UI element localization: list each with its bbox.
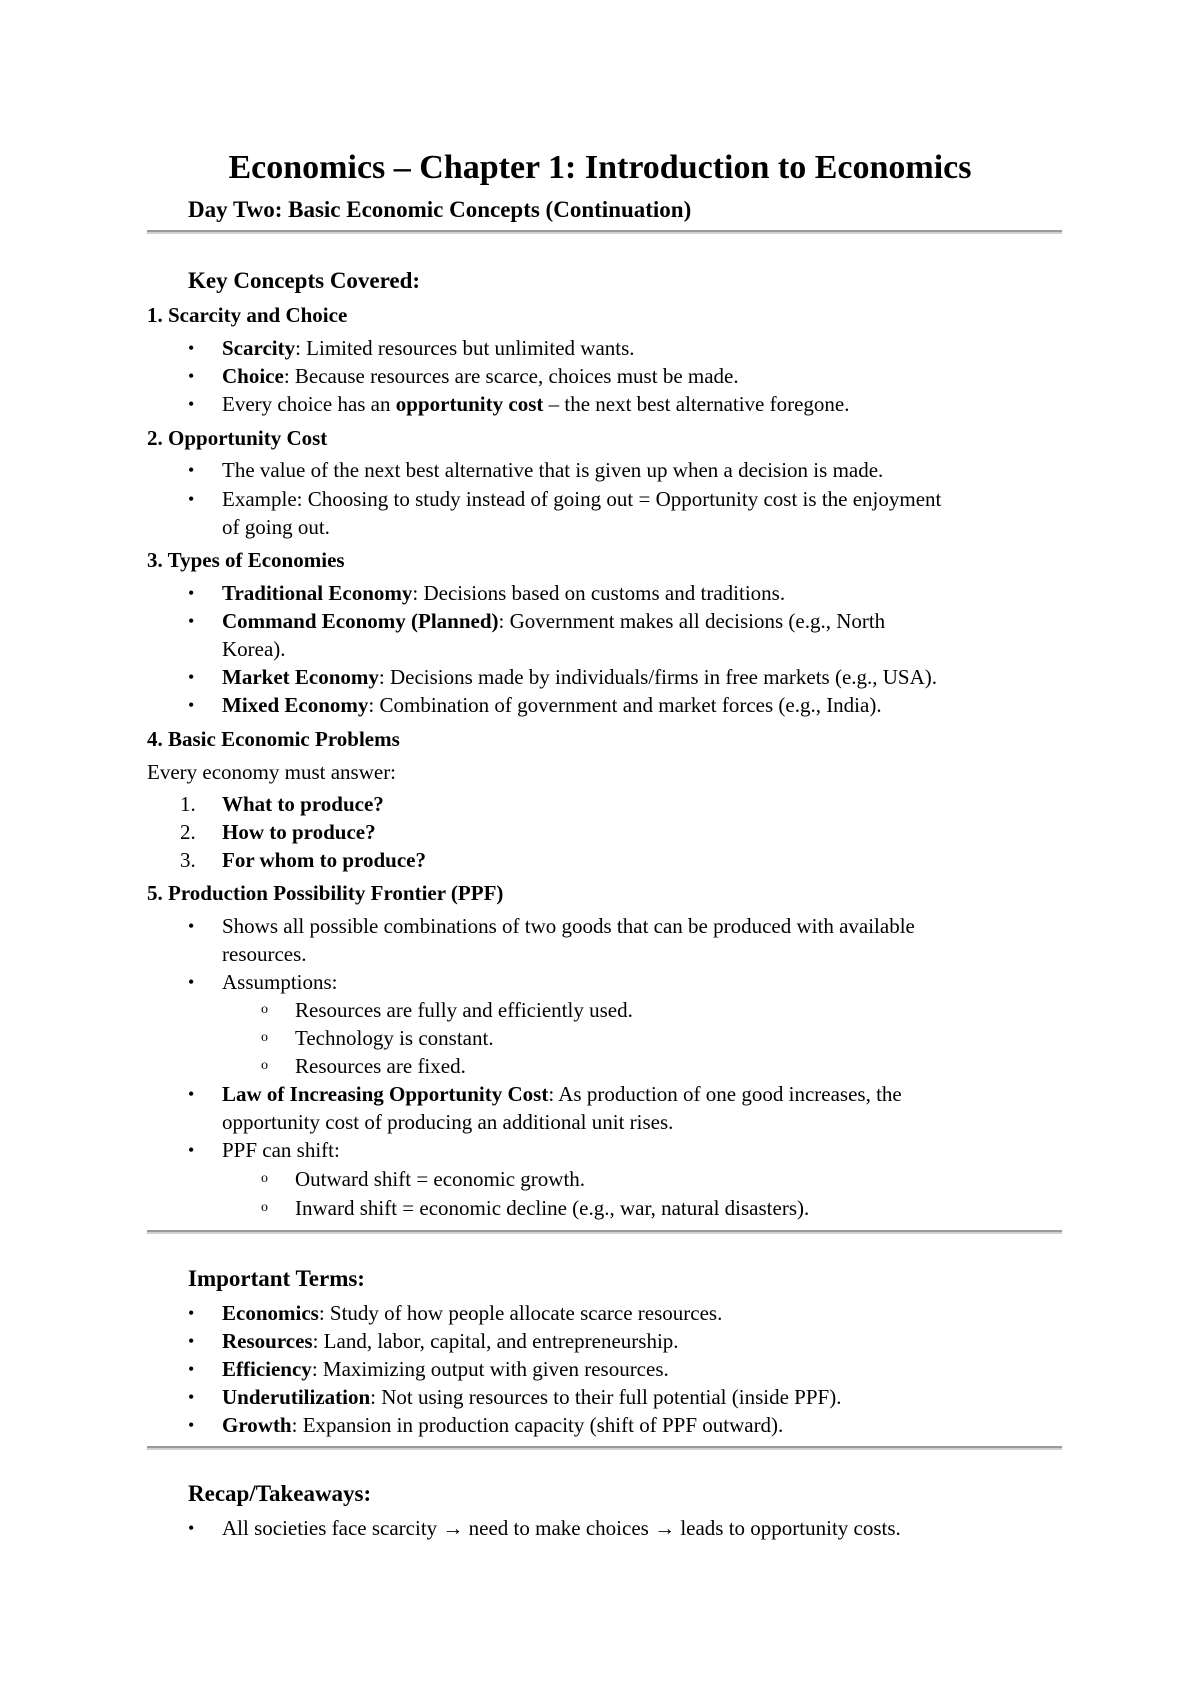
section-heading-important-terms: Important Terms: <box>188 1266 365 1291</box>
list-item: What to produce? <box>222 792 384 816</box>
list-number: 2. <box>180 820 196 844</box>
list-item: How to produce? <box>222 820 376 844</box>
bullet-glyph: • <box>188 1084 195 1104</box>
divider <box>147 1230 1062 1234</box>
sub-list-item: Resources are fixed. <box>295 1054 466 1078</box>
list-item: PPF can shift: <box>222 1138 340 1162</box>
sub-bullet-glyph: o <box>261 1002 268 1017</box>
list-item <box>222 1081 902 1107</box>
list-item: The value of the next best alternative that is given up when a decision is made. <box>222 458 884 482</box>
sub-bullet-glyph: o <box>261 1058 268 1073</box>
list-item <box>222 1328 679 1354</box>
text: – the next best alternative foregone. <box>543 392 850 416</box>
term: Command Economy (Planned) <box>222 609 499 633</box>
list-item: For whom to produce? <box>222 848 426 872</box>
list-item-continuation: Korea). <box>222 637 286 661</box>
list-item-continuation: resources. <box>222 942 307 966</box>
definition: : Maximizing output with given resources. <box>311 1357 669 1381</box>
definition: : Expansion in production capacity (shift of PPF outward). <box>291 1413 784 1437</box>
section-heading-recap: Recap/Takeaways: <box>188 1481 372 1506</box>
list-number: 3. <box>180 848 196 872</box>
list-item: Example: Choosing to study instead of going out = Opportunity cost is the enjoyment <box>222 487 942 511</box>
bullet-glyph: • <box>188 1387 195 1407</box>
bullet-glyph: • <box>188 667 195 687</box>
bullet-glyph: • <box>188 1415 195 1435</box>
bullet-glyph: • <box>188 1518 195 1538</box>
bullet-glyph: • <box>188 972 195 992</box>
list-item-continuation: of going out. <box>222 515 330 539</box>
bullet-glyph: • <box>188 611 195 631</box>
list-item <box>222 391 850 417</box>
definition: : Government makes all decisions (e.g., North <box>498 609 886 633</box>
definition: : Land, labor, capital, and entrepreneurship. <box>312 1329 679 1353</box>
bullet-glyph: • <box>188 489 195 509</box>
definition: : Decisions made by individuals/firms in free markets (e.g., USA). <box>378 665 938 689</box>
subsection-heading: 5. Production Possibility Frontier (PPF) <box>147 881 504 905</box>
subsection-heading: 1. Scarcity and Choice <box>147 303 348 327</box>
divider <box>147 230 1062 234</box>
list-item: Shows all possible combinations of two goods that can be produced with available <box>222 914 915 938</box>
sub-bullet-glyph: o <box>261 1200 268 1215</box>
subsection-heading: 2. Opportunity Cost <box>147 426 328 450</box>
list-number: 1. <box>180 792 196 816</box>
term: Market Economy <box>222 665 379 689</box>
definition: : Decisions based on customs and traditions. <box>412 581 786 605</box>
bullet-glyph: • <box>188 1140 195 1160</box>
term: Scarcity <box>222 336 296 360</box>
subsection-heading: 3. Types of Economies <box>147 548 345 572</box>
bullet-glyph: • <box>188 460 195 480</box>
term: Mixed Economy <box>222 693 369 717</box>
definition: : Not using resources to their full potential (inside PPF). <box>370 1385 842 1409</box>
bullet-glyph: • <box>188 1331 195 1351</box>
page-subtitle: Day Two: Basic Economic Concepts (Continuation) <box>188 197 692 222</box>
list-item <box>222 1412 783 1438</box>
definition: : Combination of government and market forces (e.g., India). <box>368 693 882 717</box>
list-item: All societies face scarcity → need to make choices → leads to opportunity costs. <box>222 1516 901 1540</box>
list-item: Assumptions: <box>222 970 338 994</box>
definition: : Study of how people allocate scarce resources. <box>318 1301 723 1325</box>
definition: : Limited resources but unlimited wants. <box>295 336 635 360</box>
sub-list-item: Inward shift = economic decline (e.g., war, natural disasters). <box>295 1196 810 1220</box>
sub-bullet-glyph: o <box>261 1030 268 1045</box>
definition: : As production of one good increases, the <box>548 1082 902 1106</box>
term: Growth <box>222 1413 292 1437</box>
list-item <box>222 363 739 389</box>
definition: : Because resources are scarce, choices must be made. <box>283 364 739 388</box>
bullet-glyph: • <box>188 916 195 936</box>
list-item <box>222 335 635 361</box>
divider <box>147 1446 1062 1450</box>
list-item <box>222 1356 669 1382</box>
list-item <box>222 580 785 606</box>
term: Economics <box>222 1301 319 1325</box>
sub-list-item: Technology is constant. <box>295 1026 494 1050</box>
bullet-glyph: • <box>188 1303 195 1323</box>
list-item-continuation: opportunity cost of producing an additional unit rises. <box>222 1110 674 1134</box>
list-item <box>222 608 885 634</box>
sub-list-item: Resources are fully and efficiently used. <box>295 998 633 1022</box>
list-item <box>222 1384 841 1410</box>
bullet-glyph: • <box>188 695 195 715</box>
sub-bullet-glyph: o <box>261 1171 268 1186</box>
term: Law of Increasing Opportunity Cost <box>222 1082 549 1106</box>
list-item <box>222 692 882 718</box>
bullet-glyph: • <box>188 394 195 414</box>
list-item <box>222 1300 722 1326</box>
bullet-glyph: • <box>188 338 195 358</box>
sub-list-item: Outward shift = economic growth. <box>295 1167 586 1191</box>
subsection-heading: 4. Basic Economic Problems <box>147 727 400 751</box>
list-item <box>222 664 937 690</box>
bullet-glyph: • <box>188 366 195 386</box>
paragraph: Every economy must answer: <box>147 760 397 784</box>
bullet-glyph: • <box>188 1359 195 1379</box>
bullet-glyph: • <box>188 583 195 603</box>
term: Resources <box>222 1329 313 1353</box>
term: opportunity cost <box>395 392 544 416</box>
text: Every choice has an <box>222 392 396 416</box>
page-title: Economics – Chapter 1: Introduction to Economics <box>228 149 972 186</box>
term: Choice <box>222 364 284 388</box>
term: Efficiency <box>222 1357 312 1381</box>
section-heading-key-concepts: Key Concepts Covered: <box>188 268 421 293</box>
term: Traditional Economy <box>222 581 413 605</box>
term: Underutilization <box>222 1385 371 1409</box>
